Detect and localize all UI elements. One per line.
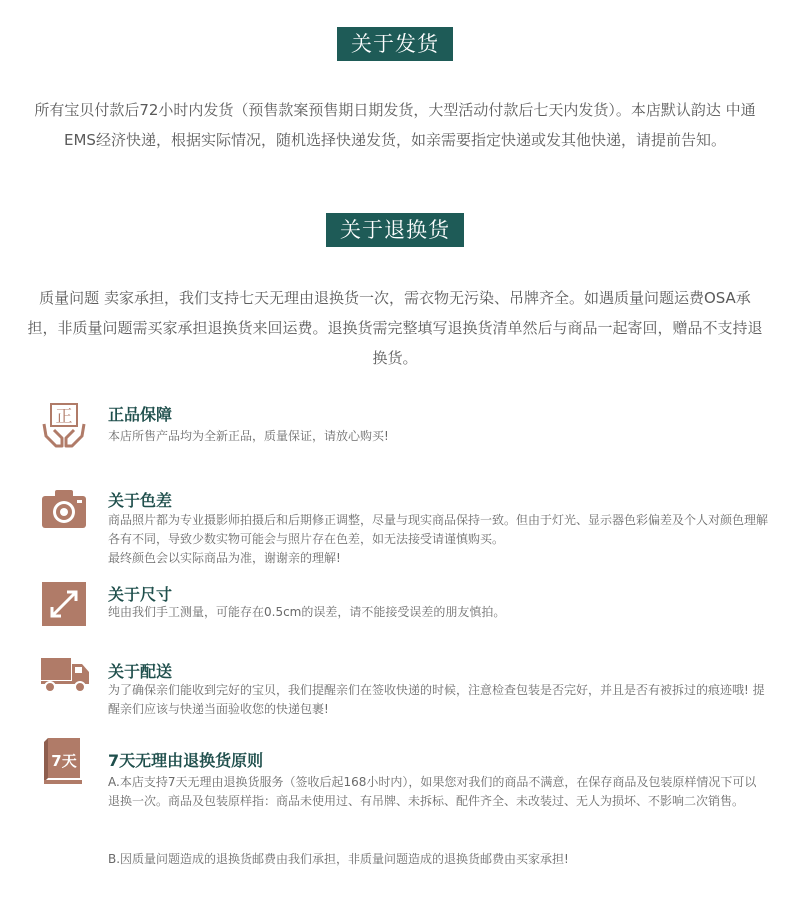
shipping-heading: 关于发货	[337, 27, 453, 61]
delivery-truck-icon	[40, 650, 90, 698]
genuine-hands-icon	[40, 402, 88, 450]
ruler-arrow-icon	[40, 580, 88, 628]
shipping-text: 所有宝贝付款后72小时内发货（预售款案预售期日期发货，大型活动付款后七天内发货）。本店默认韵达 中通 EMS经济快递，根据实际情况，随机选择快递发货，如亲需要指定快递或发其他快递，请提前告知。	[34, 101, 756, 149]
seven-day-calendar-icon	[40, 736, 88, 786]
feature-text: A.本店支持7天无理由退换货服务（签收后起168小时内），如果您对我们的商品不满意，在保存商品及包装原样情况下可以退换一次。商品及包装原样指：商品未使用过、有吊牌、未拆标、配件齐全、未改装过、无人为损坏、不影响二次销售。	[108, 775, 757, 808]
feature-title: 关于尺寸	[108, 585, 173, 604]
feature-text: 为了确保亲们能收到完好的宝贝，我们提醒亲们在签收快递的时候，注意检查包装是否完好，并且是否有被拆过的痕迹哦! 提醒亲们应该与快递当面验收您的快递包裹!	[108, 683, 765, 716]
feature-text: 本店所售产品均为全新正品，质量保证，请放心购买!	[108, 429, 389, 443]
feature-title: 正品保障	[108, 405, 173, 424]
feature-text: 商品照片都为专业摄影师拍摄后和后期修正调整，尽量与现实商品保持一致。但由于灯光、显示器色彩偏差及个人对颜色理解各有不同，导致少数实物可能会与照片存在色差，如无法接受请谨慎购买。	[108, 513, 769, 546]
returns-heading: 关于退换货	[326, 213, 464, 247]
returns-text: 质量问题 卖家承担，我们支持七天无理由退换货一次，需衣物无污染、吊牌齐全。如遇质量问题运费OSA承担，非质量问题需买家承担退换货来回运费。退换货需完整填写退换货清单然后与商品一起寄回，赠品不支持退换货。	[27, 289, 763, 367]
feature-text: B.因质量问题造成的退换货邮费由我们承担，非质量问题造成的退换货邮费由买家承担!	[108, 852, 569, 866]
feature-title: 7天无理由退换货原则	[108, 751, 264, 770]
feature-text: 纯由我们手工测量，可能存在0.5cm的误差，请不能接受误差的朋友慎拍。	[108, 605, 506, 619]
genuine-icon-char: 正	[55, 407, 73, 427]
camera-icon	[40, 486, 88, 534]
feature-title: 关于色差	[108, 491, 173, 510]
feature-text: 最终颜色会以实际商品为准，谢谢亲的理解!	[108, 551, 341, 565]
seven-day-icon-char: 7天	[51, 752, 77, 770]
feature-title: 关于配送	[108, 662, 173, 681]
